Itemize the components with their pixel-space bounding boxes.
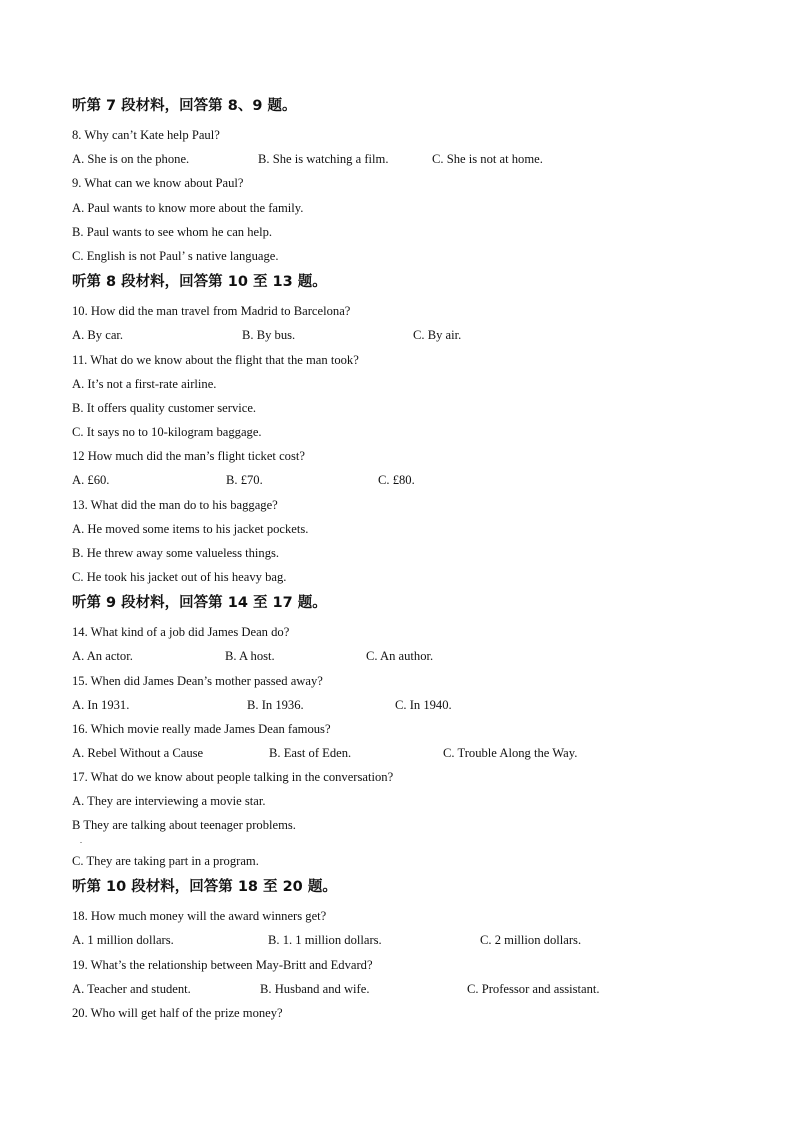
stray-dot-mark: . [80,836,82,845]
question-19-option-a: A. Teacher and student. [72,982,191,996]
question-17-option-a: A. They are interviewing a movie star. [72,794,266,808]
question-9-stem: 9. What can we know about Paul? [72,176,244,190]
question-20-stem: 20. Who will get half of the prize money? [72,1006,283,1020]
question-12-option-a: A. £60. [72,473,110,487]
question-17-option-b: B They are talking about teenager problems. [72,818,296,832]
question-12-options [72,472,752,488]
question-15-option-b: B. In 1936. [247,698,304,712]
question-11-option-c: C. It says no to 10-kilogram baggage. [72,425,262,439]
question-19-options [72,981,752,997]
question-8-option-c: C. She is not at home. [432,152,543,166]
question-13-option-b: B. He threw away some valueless things. [72,546,280,560]
question-12-stem: 12 How much did the man’s flight ticket cost? [72,449,305,463]
question-15-stem: 15. When did James Dean’s mother passed away? [72,674,323,688]
section-heading-10: 听第 10 段材料，回答第 18 至 20 题。 [72,879,337,895]
section-heading-9: 听第 9 段材料，回答第 14 至 17 题。 [72,595,327,611]
question-11-stem: 11. What do we know about the flight that the man took? [72,353,359,367]
question-18-stem: 18. How much money will the award winners get? [72,909,327,923]
section-heading-8: 听第 8 段材料，回答第 10 至 13 题。 [72,274,327,290]
question-13-stem: 13. What did the man do to his baggage? [72,498,278,512]
question-19-option-c: C. Professor and assistant. [467,982,600,996]
question-12-option-b: B. £70. [226,473,263,487]
question-11-option-a: A. It’s not a first-rate airline. [72,377,217,391]
question-10-stem: 10. How did the man travel from Madrid to Barcelona? [72,304,351,318]
question-18-options [72,932,752,948]
question-18-option-c: C. 2 million dollars. [480,933,582,947]
question-19-stem: 19. What’s the relationship between May-Britt and Edvard? [72,958,373,972]
question-10-option-b: B. By bus. [242,328,296,342]
question-10-option-a: A. By car. [72,328,124,342]
question-11-option-b: B. It offers quality customer service. [72,401,257,415]
question-15-option-c: C. In 1940. [395,698,452,712]
question-15-option-a: A. In 1931. [72,698,130,712]
question-17-stem: 17. What do we know about people talking in the conversation? [72,770,394,784]
question-8-options [72,151,752,167]
question-14-option-a: A. An actor. [72,649,133,663]
question-9-option-c: C. English is not Paul’ s native language. [72,249,279,263]
question-16-stem: 16. Which movie really made James Dean famous? [72,722,331,736]
question-10-option-c: C. By air. [413,328,462,342]
question-18-option-a: A. 1 million dollars. [72,933,174,947]
question-14-stem: 14. What kind of a job did James Dean do? [72,625,290,639]
question-13-option-a: A. He moved some items to his jacket pockets. [72,522,309,536]
question-18-option-b: B. 1. 1 million dollars. [268,933,382,947]
question-16-option-a: A. Rebel Without a Cause [72,746,204,760]
question-19-option-b: B. Husband and wife. [260,982,370,996]
question-10-options [72,327,752,343]
question-16-options [72,745,752,761]
question-16-option-c: C. Trouble Along the Way. [443,746,578,760]
question-14-options [72,648,752,664]
question-9-option-a: A. Paul wants to know more about the family. [72,201,304,215]
question-8-option-a: A. She is on the phone. [72,152,190,166]
question-8-option-b: B. She is watching a film. [258,152,389,166]
question-14-option-c: C. An author. [366,649,434,663]
question-15-options [72,697,752,713]
question-14-option-b: B. A host. [225,649,275,663]
question-8-stem: 8. Why can’t Kate help Paul? [72,128,220,142]
question-12-option-c: C. £80. [378,473,415,487]
section-heading-7: 听第 7 段材料，回答第 8、9 题。 [72,98,297,114]
question-17-option-c: C. They are taking part in a program. [72,854,259,868]
question-13-option-c: C. He took his jacket out of his heavy bag. [72,570,287,584]
question-16-option-b: B. East of Eden. [269,746,352,760]
question-9-option-b: B. Paul wants to see whom he can help. [72,225,273,239]
